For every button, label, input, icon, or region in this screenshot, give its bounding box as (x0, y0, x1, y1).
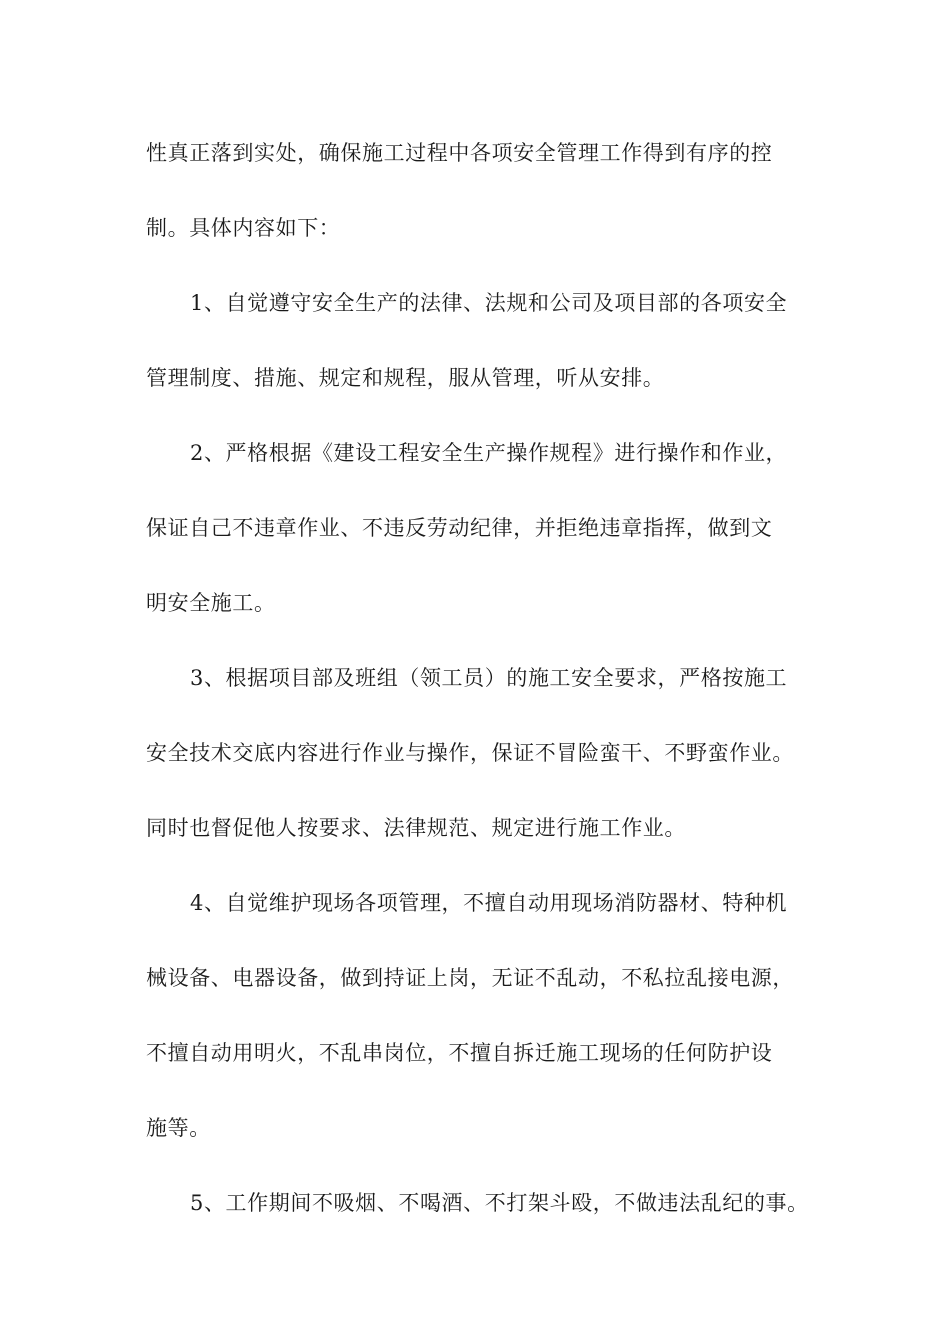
text-line: 5、工作期间不吸烟、不喝酒、不打架斗殴，不做违法乱纪的事。 (190, 1191, 809, 1215)
text-line: 施等。 (146, 1116, 211, 1140)
text-line: 2、严格根据《建设工程安全生产操作规程》进行操作和作业， (190, 441, 788, 465)
text-line: 械设备、电器设备，做到持证上岗，无证不乱动，不私拉乱接电源， (146, 966, 794, 990)
text-line: 4、自觉维护现场各项管理，不擅自动用现场消防器材、特种机 (190, 891, 788, 915)
text-line: 管理制度、措施、规定和规程，服从管理，听从安排。 (146, 366, 665, 390)
text-line: 性真正落到实处，确保施工过程中各项安全管理工作得到有序的控 (146, 141, 773, 165)
text-line: 同时也督促他人按要求、法律规范、规定进行施工作业。 (146, 816, 686, 840)
text-line: 1、自觉遵守安全生产的法律、法规和公司及项目部的各项安全 (190, 291, 788, 315)
text-line: 安全技术交底内容进行作业与操作，保证不冒险蛮干、不野蛮作业。 (146, 741, 794, 765)
text-line: 明安全施工。 (146, 591, 276, 615)
text-line: 保证自己不违章作业、不违反劳动纪律，并拒绝违章指挥，做到文 (146, 516, 773, 540)
text-line: 3、根据项目部及班组（领工员）的施工安全要求，严格按施工 (190, 666, 788, 690)
text-line: 不擅自动用明火，不乱串岗位，不擅自拆迁施工现场的任何防护设 (146, 1041, 773, 1065)
text-line: 制。具体内容如下： (146, 216, 341, 240)
